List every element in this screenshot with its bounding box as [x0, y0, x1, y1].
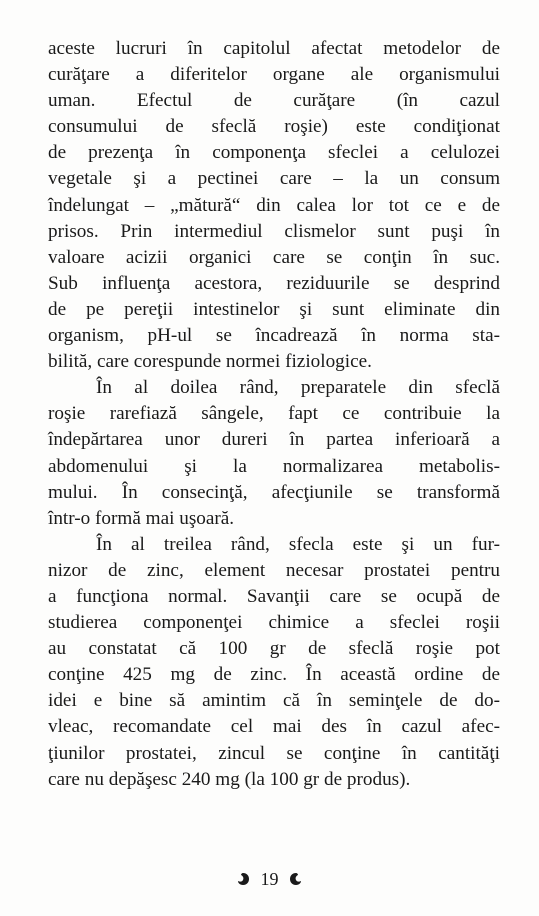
text-line: idei e bine să amintim că în seminţele de do- — [48, 690, 500, 712]
text-line: nizor de zinc, element necesar prostatei pentru — [48, 559, 500, 581]
text-line: a funcţiona normal. Savanţii care se ocupă de — [48, 585, 500, 607]
body-text — [48, 36, 500, 793]
text-line: uman. Efectul de curăţare (în cazul — [48, 90, 500, 112]
ornament-right-icon — [289, 872, 303, 886]
page-footer — [0, 866, 539, 890]
text-line: mului. În consecinţă, afecţiunile se transformă — [48, 481, 500, 503]
text-line: îndepărtarea unor dureri în partea inferioară a — [48, 429, 500, 451]
text-line: roşie rarefiază sângele, fapt ce contribuie la — [48, 403, 500, 425]
text-line: au constatat că 100 gr de sfeclă roşie pot — [48, 638, 500, 660]
page-number: 19 — [260, 868, 279, 889]
text-line: aceste lucruri în capitolul afectat metodelor de — [48, 38, 500, 59]
text-line: organism, pH-ul se încadrează în norma sta- — [48, 325, 500, 347]
text-line: bilită, care corespunde normei fiziologice. — [48, 351, 372, 373]
text-line: consumului de sfeclă roşie) este condiţionat — [48, 116, 500, 138]
ornament-left-icon — [236, 872, 250, 886]
text-line: abdomenului şi la normalizarea metabolis- — [48, 455, 500, 477]
text-line: curăţare a diferitelor organe ale organismului — [48, 64, 500, 86]
text-line: de prezenţa în componenţa sfeclei a celulozei — [48, 142, 500, 164]
text-line: studierea componenţei chimice a sfeclei roşii — [48, 612, 500, 634]
text-line: vleac, recomandate cel mai des în cazul afec- — [48, 716, 500, 738]
text-line: Sub influenţa acestora, reziduurile se desprind — [48, 272, 500, 294]
text-line: valoare acizii organici care se conţin în suc. — [48, 246, 500, 268]
text-line: îndelungat – „mătură“ din calea lor tot ce e de — [48, 194, 500, 216]
text-line: În al treilea rând, sfecla este şi un fur- — [96, 533, 500, 555]
text-line: vegetale şi a pectinei care – la un consum — [48, 168, 500, 190]
text-line: În al doilea rând, preparatele din sfeclă — [96, 377, 500, 399]
text-line: ţiunilor prostatei, zincul se conţine în cantităţi — [48, 742, 500, 764]
text-line: conţine 425 mg de zinc. În această ordine de — [48, 664, 500, 686]
text-line: prisos. Prin intermediul clismelor sunt puşi în — [48, 220, 500, 242]
text-line: într-o formă mai uşoară. — [48, 507, 235, 529]
text-line: care nu depăşesc 240 mg (la 100 gr de produs). — [48, 768, 411, 790]
text-line: de pe pereţii intestinelor şi sunt eliminate din — [48, 298, 500, 320]
